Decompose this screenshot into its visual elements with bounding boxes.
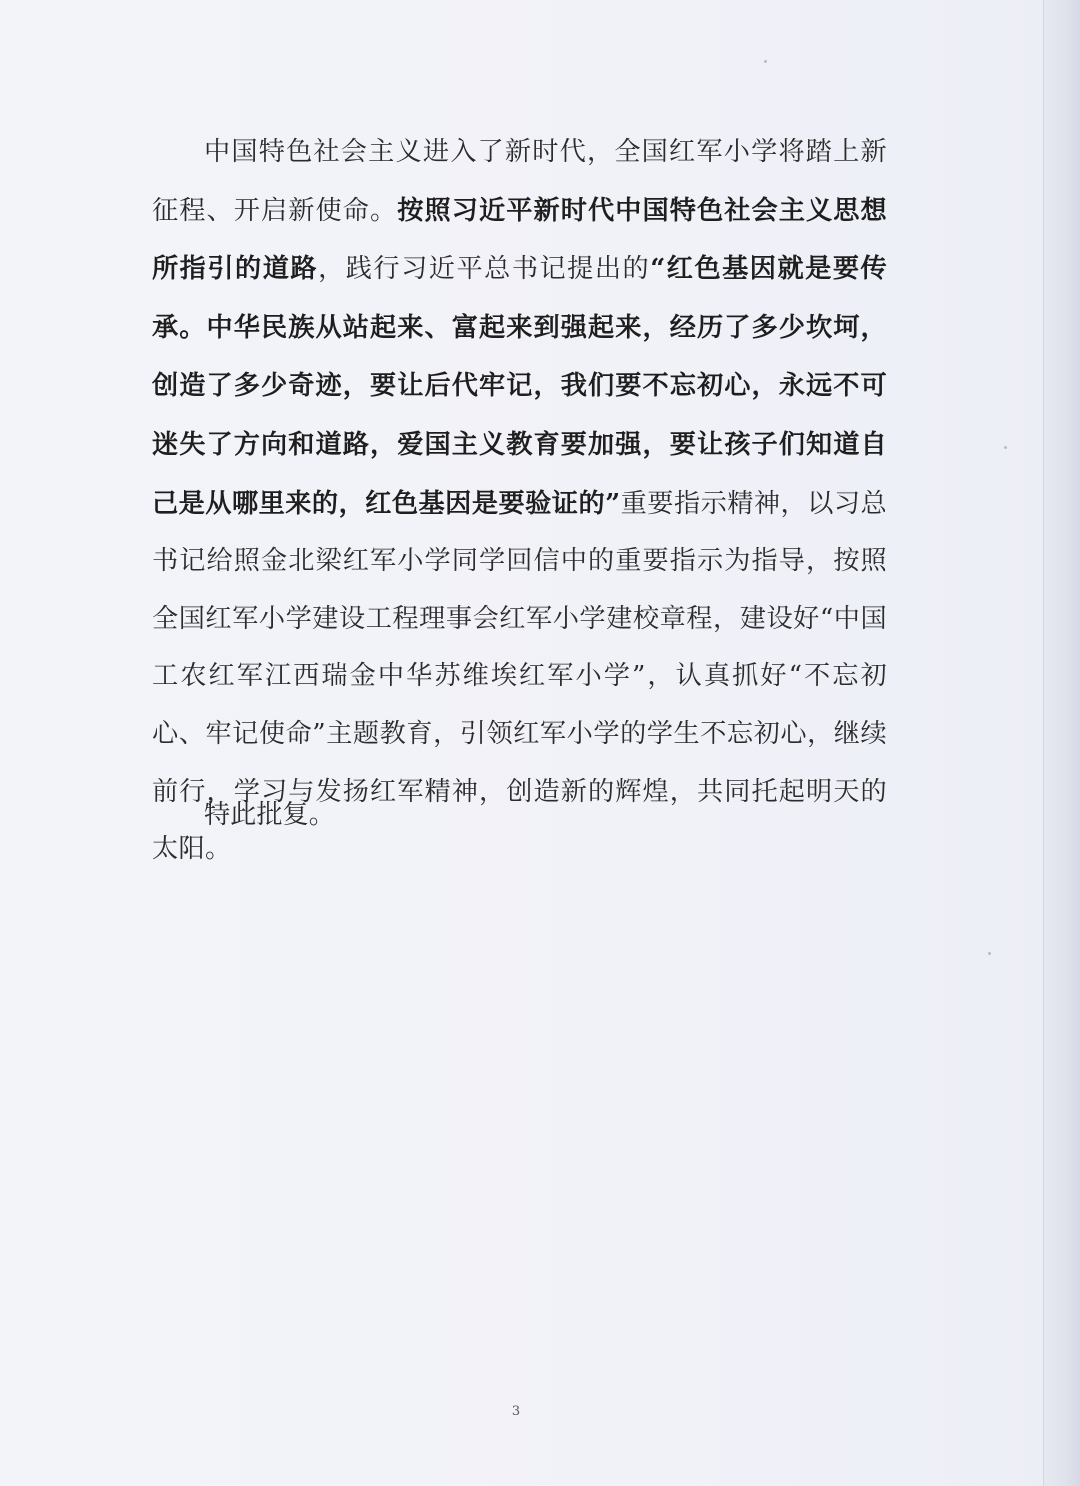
paragraph-text-part5: 重要指示精神，以习总书记给照金北梁红军小学同学回信中的重要指示为指导，按照全国红军小学建设工程理事会红军小学建校章程，建设好“中国工农红军江西瑞金中华苏维埃红军小学”，认真抓好“不忘初心、牢记使命”主题教育，引领红军小学的学生不忘初心，继续前行，学习与发扬红军精神，创造新的辉煌，共同托起明天的太阳。 [152, 488, 887, 865]
scan-edge-shadow [1043, 0, 1080, 1486]
page-number: 3 [511, 1404, 521, 1419]
scan-speck [764, 60, 767, 63]
scan-speck [988, 952, 991, 955]
closing-line: 特此批复。 [204, 800, 335, 830]
paragraph-bold-quote: “红色基因就是要传承。中华民族从站起来、富起来到强起来，经历了多少坎坷，创造了多少奇迹，要让后代牢记，我们要不忘初心，永远不可迷失了方向和道路，爱国主义教育要加强，要让孩子们知道自己是从哪里来的，红色基因是要验证的” [152, 253, 888, 519]
paragraph-text-part3: ，践行习近平总书记提出的 [318, 254, 651, 285]
body-paragraph [152, 124, 887, 879]
paragraph-bold-part2: 按照习近平新时代中国特色社会主义思想所指引的道路 [152, 194, 888, 285]
scan-speck [1004, 446, 1007, 449]
paragraph-text-part1: 中国特色社会主义进入了新时代，全国红军小学将踏上新征程、开启新使命。 [152, 137, 887, 226]
